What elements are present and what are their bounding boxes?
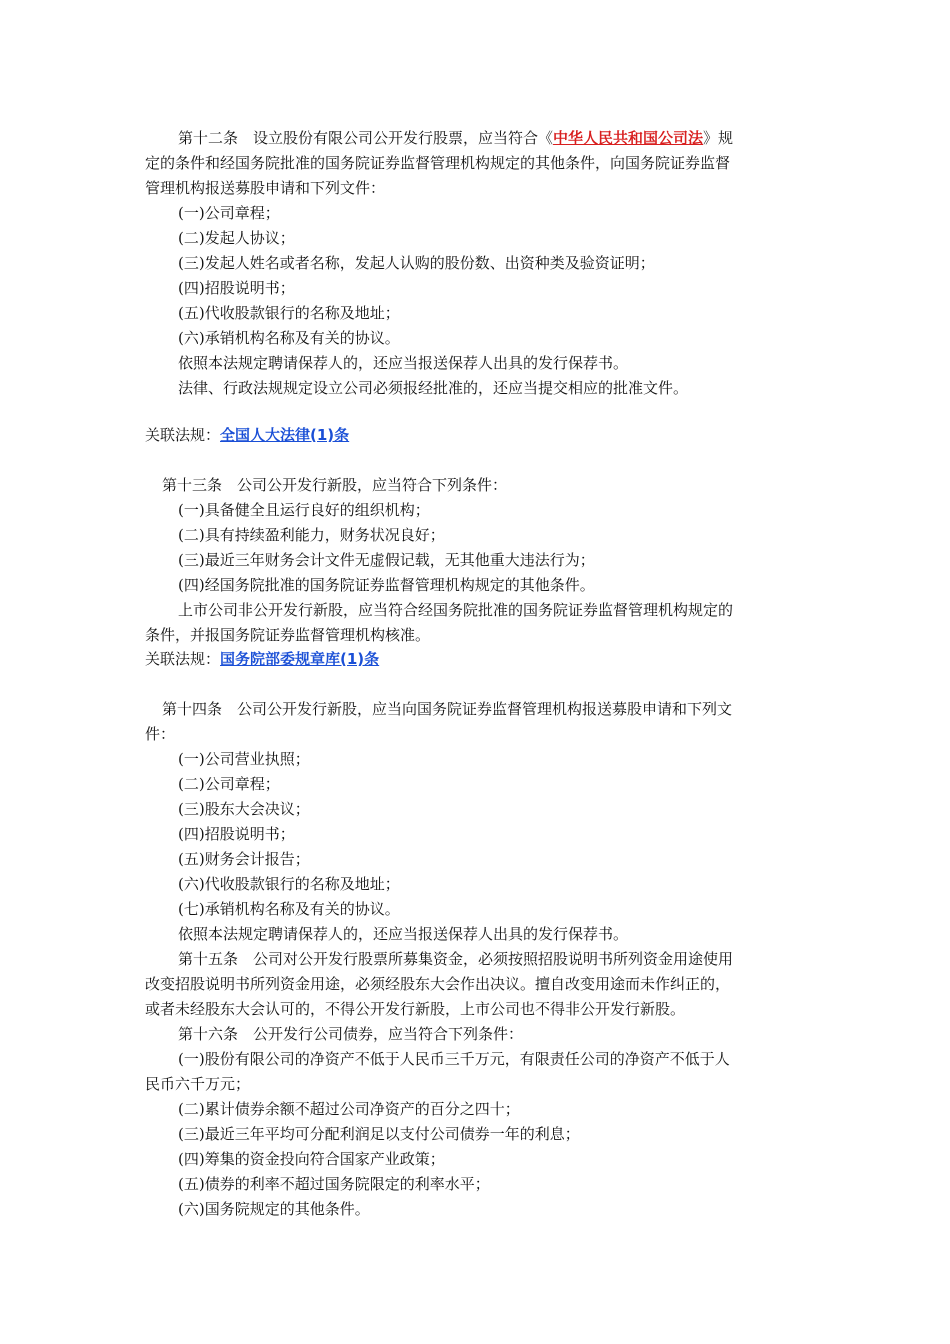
list-item: (三)发起人姓名或者名称，发起人认购的股份数、出资种类及验资证明； (178, 254, 655, 272)
list-item: (三)最近三年财务会计文件无虚假记载，无其他重大违法行为； (178, 551, 595, 569)
article-12-line-3: 管理机构报送募股申请和下列文件： (145, 179, 386, 197)
related-regulations-1: 关联法规：全国人大法律(1)条 (145, 426, 350, 444)
article-16-line-1: 第十六条 公开发行公司债券，应当符合下列条件： (178, 1025, 524, 1043)
article-14-line-2: 件： (145, 725, 176, 743)
related-law-link[interactable]: 全国人大法律(1)条 (220, 426, 350, 444)
article-15-line-1: 第十五条 公司对公开发行股票所募集资金，必须按照招股说明书所列资金用途使用 (178, 950, 734, 968)
related-regulations-2: 关联法规：国务院部委规章库(1)条 (145, 650, 380, 668)
article-14-paragraph: 依照本法规定聘请保荐人的，还应当报送保荐人出具的发行保荐书。 (178, 925, 629, 943)
article-14-line-1: 第十四条 公司公开发行新股，应当向国务院证券监督管理机构报送募股申请和下列文 (162, 700, 733, 718)
article-13-paragraph: 条件，并报国务院证券监督管理机构核准。 (145, 626, 431, 644)
list-item: (一)公司章程； (178, 204, 280, 222)
list-item: (七)承销机构名称及有关的协议。 (178, 900, 400, 918)
article-12-paragraph: 依照本法规定聘请保荐人的，还应当报送保荐人出具的发行保荐书。 (178, 354, 629, 372)
list-item: (五)财务会计报告； (178, 850, 310, 868)
list-item: (一)具备健全且运行良好的组织机构； (178, 501, 430, 519)
list-item: (三)股东大会决议； (178, 800, 310, 818)
list-item: (四)筹集的资金投向符合国家产业政策； (178, 1150, 445, 1168)
article-12-paragraph: 法律、行政法规规定设立公司必须报经批准的，还应当提交相应的批准文件。 (178, 379, 689, 397)
article-13-paragraph: 上市公司非公开发行新股，应当符合经国务院批准的国务院证券监督管理机构规定的 (178, 601, 734, 619)
list-item: (四)经国务院批准的国务院证券监督管理机构规定的其他条件。 (178, 576, 595, 594)
list-item: (四)招股说明书； (178, 279, 295, 297)
article-12-line-1: 第十二条 设立股份有限公司公开发行股票，应当符合《中华人民共和国公司法》规 (178, 129, 734, 147)
list-item: 民币六千万元； (145, 1075, 251, 1093)
related-regulation-link[interactable]: 国务院部委规章库(1)条 (220, 650, 380, 668)
article-13-line-1: 第十三条 公司公开发行新股，应当符合下列条件： (162, 476, 508, 494)
list-item: (五)债券的利率不超过国务院限定的利率水平； (178, 1175, 490, 1193)
article-15-line-2: 改变招股说明书所列资金用途，必须经股东大会作出决议。擅自改变用途而未作纠正的， (145, 975, 731, 993)
article-15-line-3: 或者未经股东大会认可的，不得公开发行新股，上市公司也不得非公开发行新股。 (145, 1000, 686, 1018)
list-item: (五)代收股款银行的名称及地址； (178, 304, 400, 322)
list-item: (六)代收股款银行的名称及地址； (178, 875, 400, 893)
list-item: (二)具有持续盈利能力，财务状况良好； (178, 526, 445, 544)
list-item: (三)最近三年平均可分配利润足以支付公司债券一年的利息； (178, 1125, 580, 1143)
list-item: (二)公司章程； (178, 775, 280, 793)
list-item: (二)发起人协议； (178, 229, 295, 247)
list-item: (六)国务院规定的其他条件。 (178, 1200, 370, 1218)
list-item: (一)股份有限公司的净资产不低于人民币三千万元，有限责任公司的净资产不低于人 (178, 1050, 730, 1068)
list-item: (四)招股说明书； (178, 825, 295, 843)
list-item: (二)累计债券余额不超过公司净资产的百分之四十； (178, 1100, 520, 1118)
list-item: (六)承销机构名称及有关的协议。 (178, 329, 400, 347)
list-item: (一)公司营业执照； (178, 750, 310, 768)
company-law-link[interactable]: 中华人民共和国公司法 (553, 129, 704, 147)
article-12-line-2: 定的条件和经国务院批准的国务院证券监督管理机构规定的其他条件，向国务院证券监督 (145, 154, 731, 172)
